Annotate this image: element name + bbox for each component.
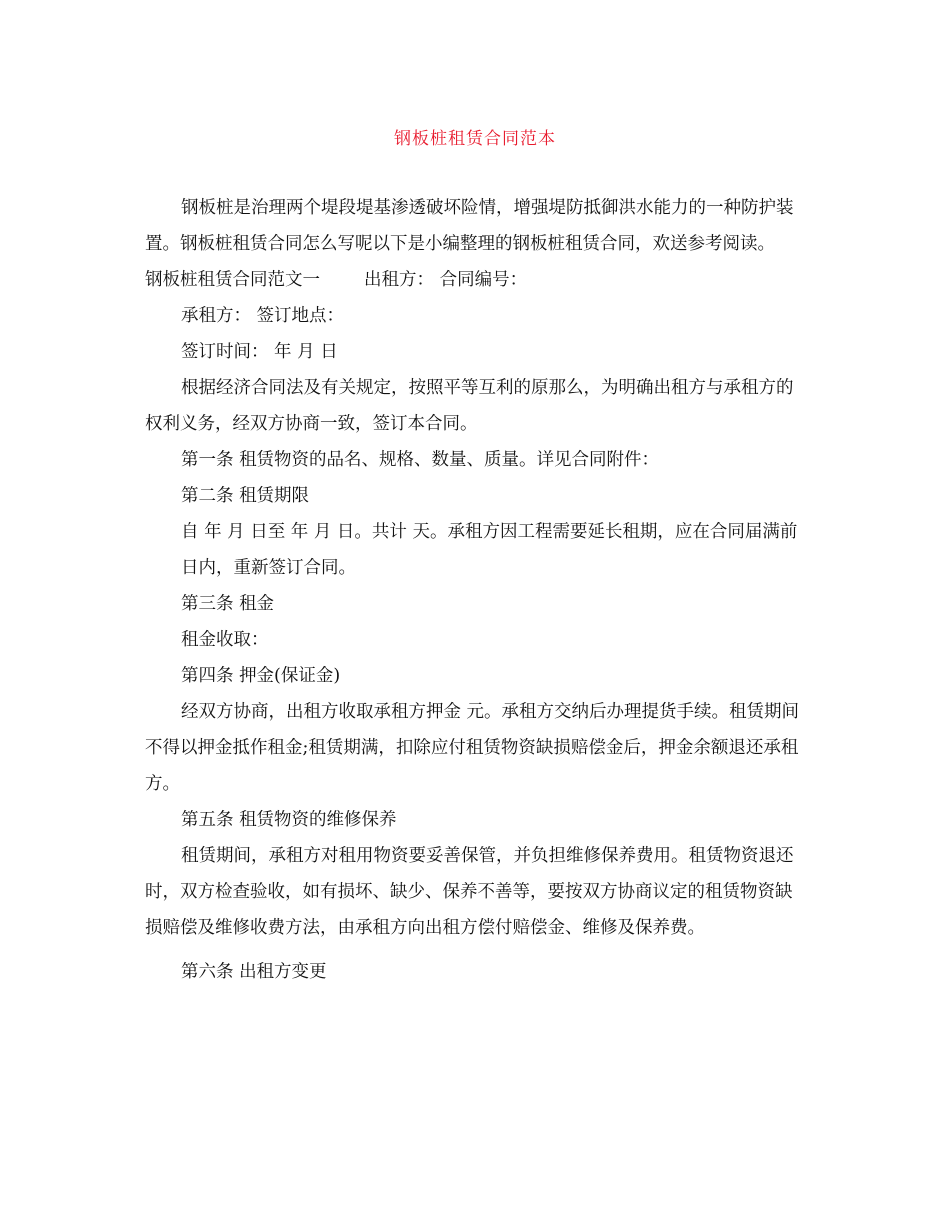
- lessor-label: 出租方：: [364, 270, 434, 290]
- document-title: 钢板桩租赁合同范本: [394, 129, 556, 149]
- intro-paragraph: 钢板桩是治理两个堤段堤基渗透破坏险情，增强堤防抵御洪水能力的一种防护装置。钢板桩租赁合同怎么写呢以下是小编整理的钢板桩租赁合同，欢送参考阅读。: [145, 198, 794, 254]
- article-6-title: 第六条 出租方变更: [181, 962, 327, 982]
- document-body: [145, 190, 805, 990]
- article-3-title: 第三条 租金: [181, 594, 275, 614]
- article-3-text: 租金收取：: [181, 630, 269, 650]
- sample-heading: 钢板桩租赁合同范文一: [145, 270, 320, 290]
- article-2-text-cont: 日内，重新签订合同。: [181, 558, 356, 578]
- article-5-text: 租赁期间，承租方对租用物资要妥善保管，并负担维修保养费用。租赁物资退还时，双方检查验收，如有损坏、缺少、保养不善等，要按双方协商议定的租赁物资缺损赔偿及维修收费方法，由承租方向出租方偿付赔偿金、维修及保养费。: [145, 846, 794, 938]
- article-2-title: 第二条 租赁期限: [181, 486, 310, 506]
- article-5-title: 第五条 租赁物资的维修保养: [181, 810, 397, 830]
- sign-time-line: 签订时间： 年 月 日: [181, 342, 338, 362]
- article-4-text: 经双方协商，出租方收取承租方押金 元。承租方交纳后办理提货手续。租赁期间不得以押金抵作租金;租赁期满，扣除应付租赁物资缺损赔偿金后，押金余额退还承租方。: [145, 702, 800, 794]
- sample-heading-line: [145, 262, 805, 298]
- article-1: 第一条 租赁物资的品名、规格、数量、质量。详见合同附件：: [181, 450, 660, 470]
- contract-no-label: 合同编号：: [439, 270, 528, 290]
- lessee-line: 承租方： 签订地点：: [181, 306, 345, 326]
- preamble-paragraph: 根据经济合同法及有关规定，按照平等互利的原那么，为明确出租方与承租方的权利义务，经双方协商一致，签订本合同。: [145, 378, 794, 434]
- article-4-title: 第四条 押金(保证金): [181, 666, 341, 686]
- article-2-text: 自 年 月 日至 年 月 日。共计 天。承租方因工程需要延长租期，应在合同届满前: [181, 522, 798, 542]
